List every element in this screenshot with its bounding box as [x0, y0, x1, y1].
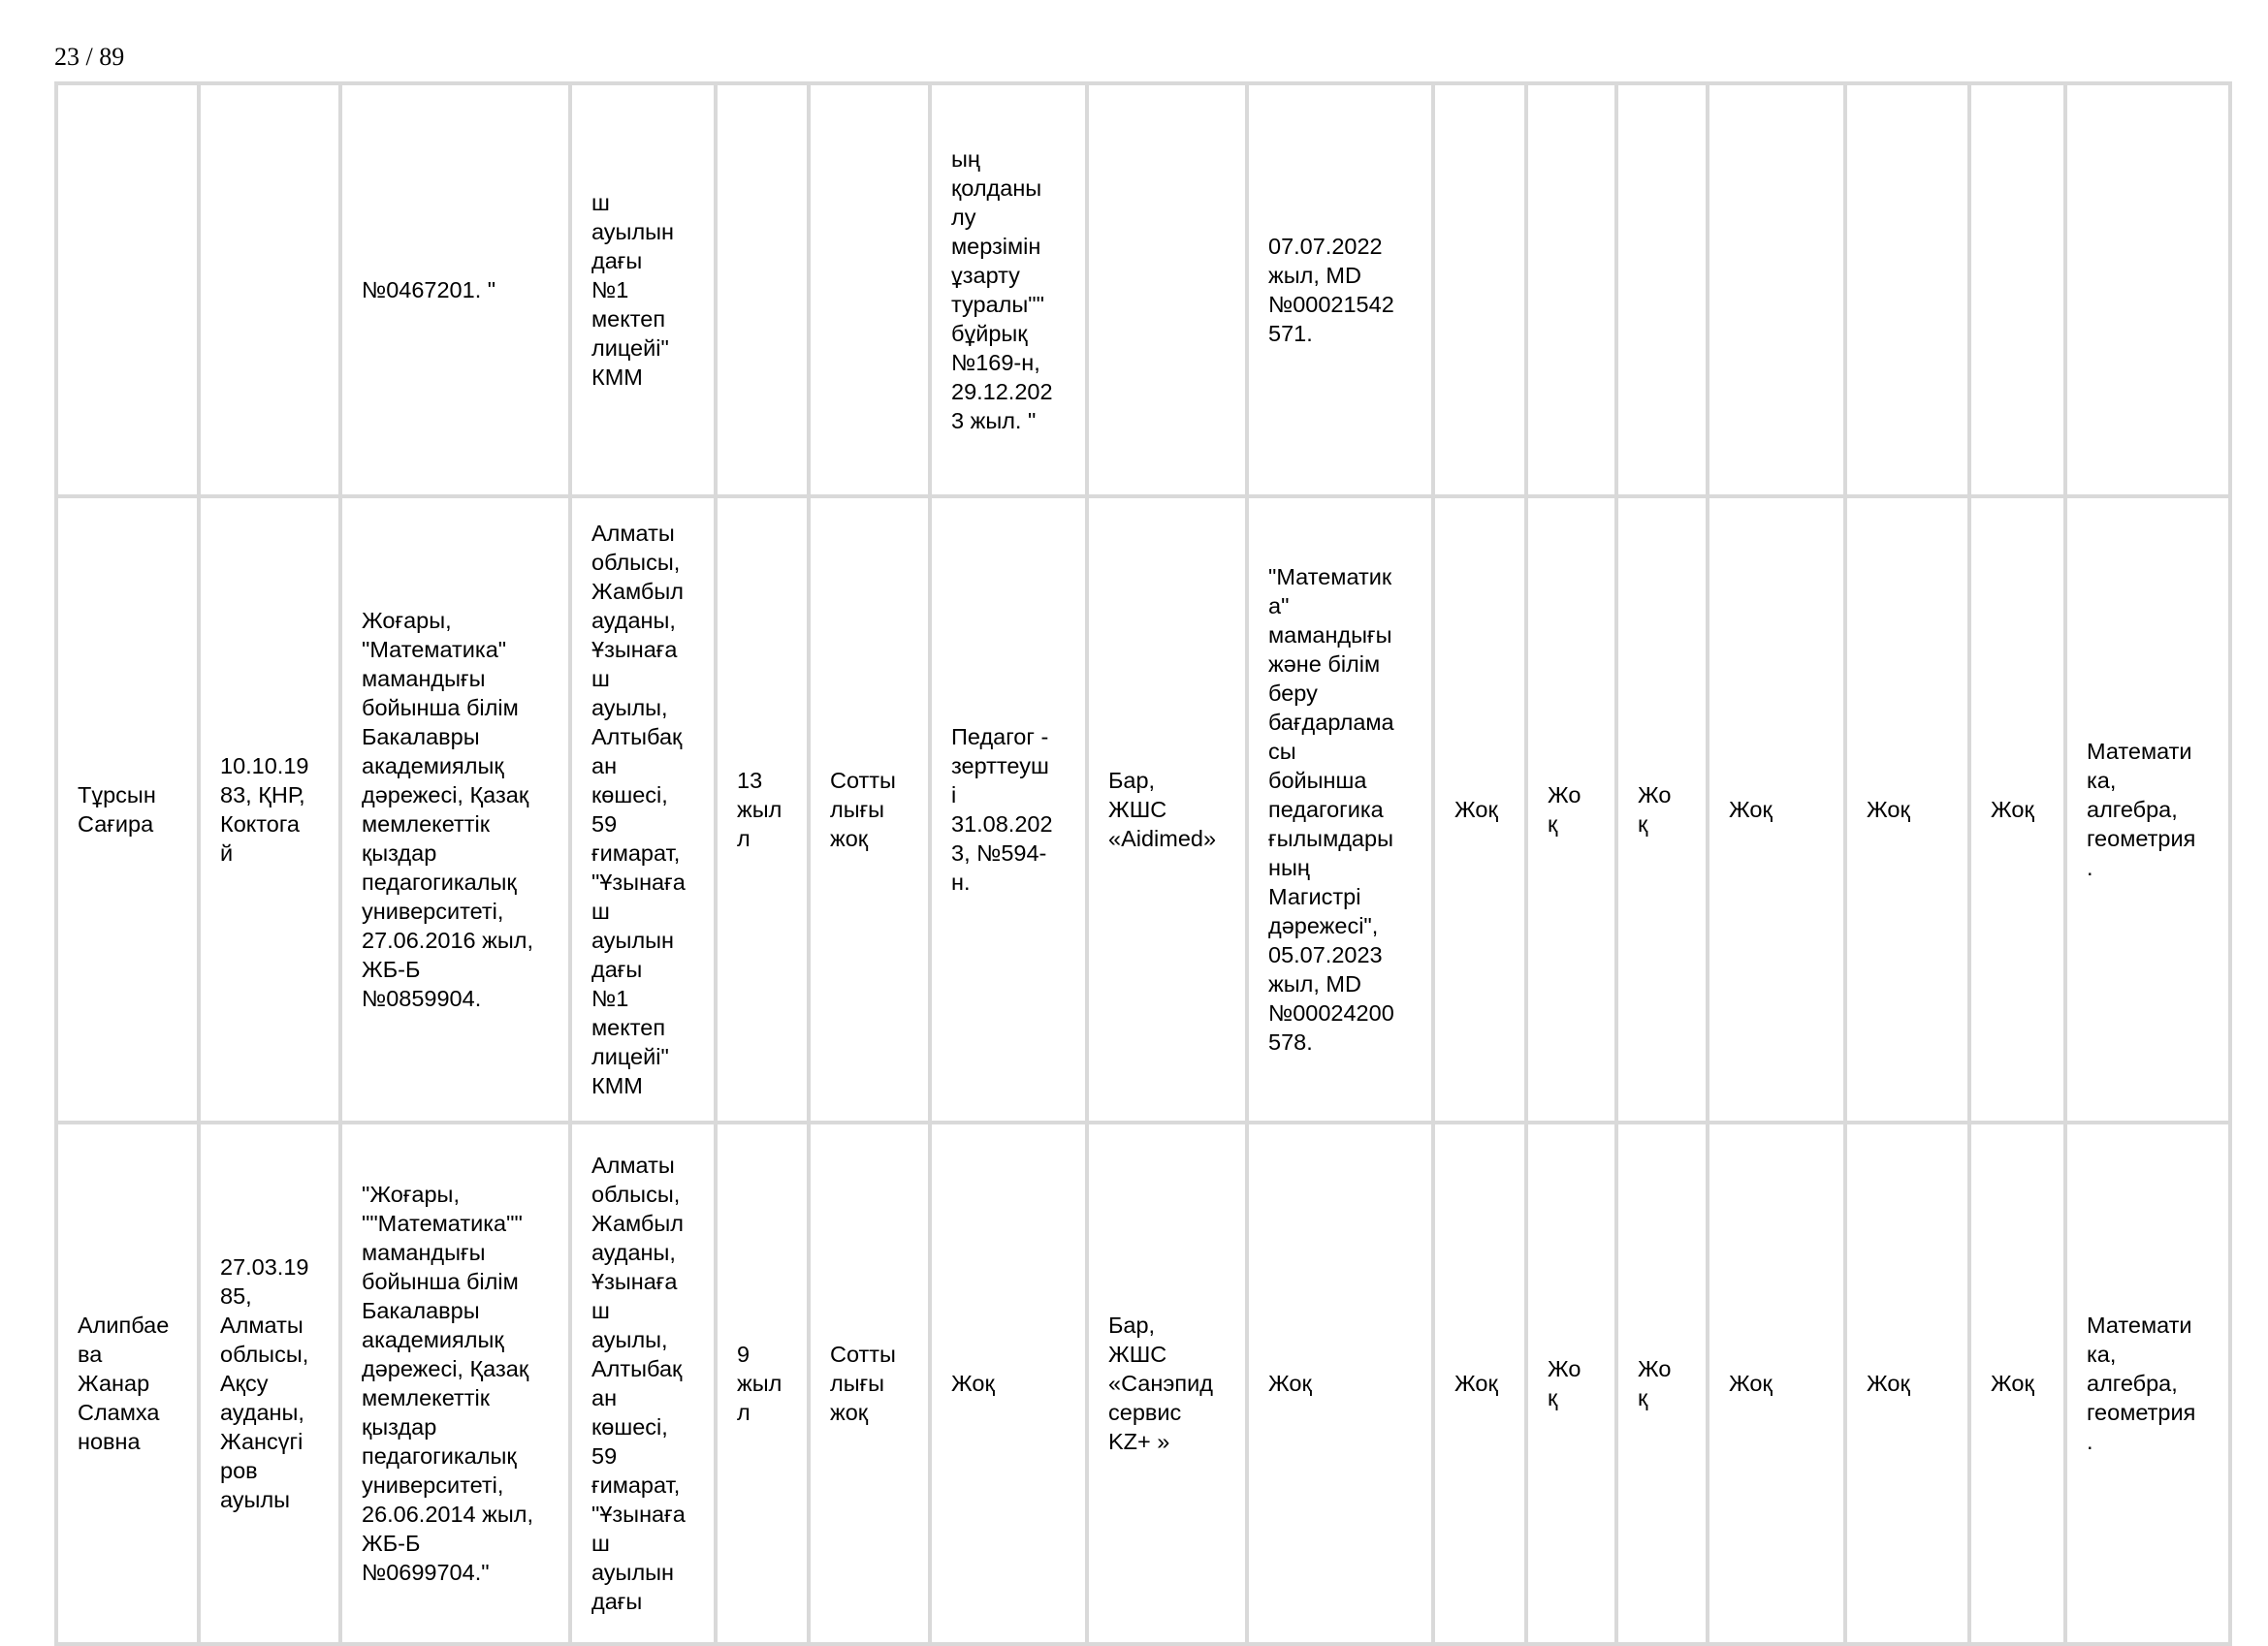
table-cell	[1845, 83, 1969, 496]
table-cell: "Математик а" мамандығы және білім беру бағдарлама сы бойынша педагогика ғылымдары ның Магистрі дәрежесі", 05.07.2023 жыл, MD №00024200 578.	[1247, 496, 1433, 1123]
table-cell	[1526, 83, 1616, 496]
table-cell: Жо қ	[1526, 496, 1616, 1123]
table-cell	[2065, 83, 2230, 496]
table-cell: Бар, ЖШС «Санэпид сервис KZ+ »	[1087, 1123, 1247, 1644]
data-table	[54, 81, 2232, 1646]
table-cell: Жоқ	[1433, 1123, 1526, 1644]
table-cell	[1433, 83, 1526, 496]
table-cell: №0467201. "	[340, 83, 570, 496]
table-cell: Жоқ	[1708, 496, 1845, 1123]
table-cell: Математи ка, алгебра, геометрия .	[2065, 496, 2230, 1123]
table-cell: Педагог - зерттеуш і 31.08.202 3, №594- н.	[930, 496, 1087, 1123]
table-cell	[1969, 83, 2065, 496]
table-row	[56, 83, 2230, 496]
table-cell: Жоғары, "Математика" мамандығы бойынша білім Бакалавры академиялық дәрежесі, Қазақ мемлекеттік қыздар педагогикалық университеті, 27.06.2016 жыл, ЖБ-Б №0859904.	[340, 496, 570, 1123]
page-number: 23 / 89	[54, 43, 125, 71]
table-cell	[199, 83, 340, 496]
table-cell: Жоқ	[1708, 1123, 1845, 1644]
table-cell	[56, 83, 199, 496]
table-cell: "Жоғары, ""Математика"" мамандығы бойынша білім Бакалавры академиялық дәрежесі, Қазақ мемлекеттік қыздар педагогикалық университеті, 26.06.2014 жыл, ЖБ-Б №0699704."	[340, 1123, 570, 1644]
table-cell: ың қолданы лу мерзімін ұзарту туралы"" бұйрық №169-н, 29.12.202 3 жыл. "	[930, 83, 1087, 496]
table-cell: Сотты лығы жоқ	[809, 496, 930, 1123]
table-row	[56, 496, 2230, 1123]
table-cell: 10.10.19 83, ҚНР, Коктога й	[199, 496, 340, 1123]
table-cell: Жоқ	[1247, 1123, 1433, 1644]
table-cell: Жо қ	[1616, 496, 1708, 1123]
table-cell	[1087, 83, 1247, 496]
table-cell: Тұрсын Сағира	[56, 496, 199, 1123]
table-cell	[1616, 83, 1708, 496]
table-cell: Жоқ	[930, 1123, 1087, 1644]
table-cell: Жо қ	[1616, 1123, 1708, 1644]
table-cell: Бар, ЖШС «Aidimed»	[1087, 496, 1247, 1123]
table-row	[56, 1123, 2230, 1644]
table-cell: Алматы облысы, Жамбыл ауданы, Ұзынаға ш ауылы, Алтыбақ ан көшесі, 59 ғимарат, "Ұзынаға ш ауылын дағы №1 мектеп лицейі" КММ	[570, 496, 716, 1123]
table-cell: Жоқ	[1969, 1123, 2065, 1644]
table-cell: Жоқ	[1845, 496, 1969, 1123]
table-cell: 13 жыл л	[716, 496, 809, 1123]
table-cell: Жо қ	[1526, 1123, 1616, 1644]
table-cell	[716, 83, 809, 496]
table-cell	[809, 83, 930, 496]
table-cell: ш ауылын дағы №1 мектеп лицейі" КММ	[570, 83, 716, 496]
table-cell: 9 жыл л	[716, 1123, 809, 1644]
table-cell: Жоқ	[1845, 1123, 1969, 1644]
table-cell: 07.07.2022 жыл, MD №00021542 571.	[1247, 83, 1433, 496]
table-cell: Жоқ	[1969, 496, 2065, 1123]
table-cell: Жоқ	[1433, 496, 1526, 1123]
table-cell: Сотты лығы жоқ	[809, 1123, 930, 1644]
table-cell: 27.03.19 85, Алматы облысы, Ақсу ауданы, Жансүгі ров ауылы	[199, 1123, 340, 1644]
table-cell: Алипбае ва Жанар Сламха новна	[56, 1123, 199, 1644]
table-cell	[1708, 83, 1845, 496]
table-cell: Алматы облысы, Жамбыл ауданы, Ұзынаға ш ауылы, Алтыбақ ан көшесі, 59 ғимарат, "Ұзынаға ш ауылын дағы	[570, 1123, 716, 1644]
table-cell: Математи ка, алгебра, геометрия .	[2065, 1123, 2230, 1644]
